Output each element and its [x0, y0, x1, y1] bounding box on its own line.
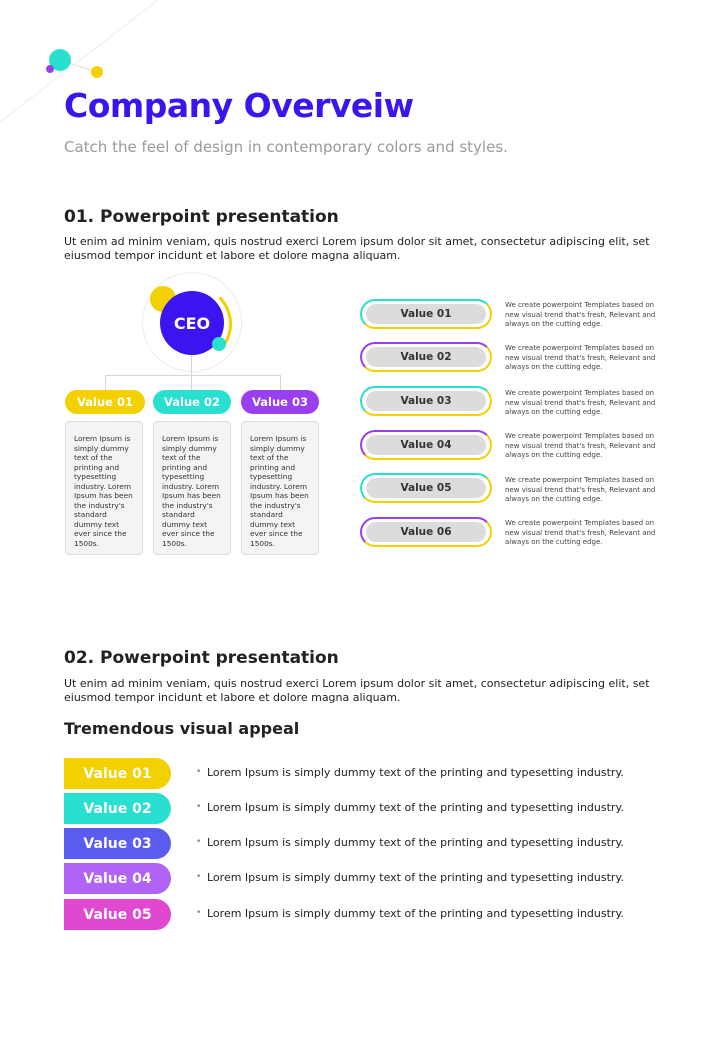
value-label: Value 05 — [366, 478, 486, 498]
org-value-card: Lorem Ipsum is simply dummy text of the printing and typesetting industry. Lorem Ipsum has been the industry's standard dummy text ever since the 1500s. — [241, 421, 319, 555]
org-value-card: Lorem Ipsum is simply dummy text of the printing and typesetting industry. Lorem Ipsum has been the industry's standard dummy text ever since the 1500s. — [153, 421, 231, 555]
ceo-dot-cyan — [212, 337, 226, 351]
section2-body: Ut enim ad minim veniam, quis nostrud exerci Lorem ipsum dolor sit amet, consectetur adipiscing elit, set eiusmod tempor incidunt et labore et dolore magna aliquam. — [64, 677, 650, 704]
value-description: We create powerpoint Templates based on new visual trend that's fresh, Relevant and always on the cutting edge. — [505, 344, 656, 371]
appeal-tab: Value 01 — [64, 758, 171, 789]
value-label: Value 01 — [366, 304, 486, 324]
value-row — [360, 517, 492, 547]
section2-subheading: Tremendous visual appeal — [64, 719, 300, 738]
appeal-text: Lorem Ipsum is simply dummy text of the printing and typesetting industry. — [207, 871, 624, 884]
bullet-icon: • — [196, 802, 202, 812]
value-label: Value 06 — [366, 522, 486, 542]
bullet-icon: • — [196, 837, 202, 847]
appeal-text: Lorem Ipsum is simply dummy text of the printing and typesetting industry. — [207, 907, 624, 920]
connector-drop — [105, 375, 106, 390]
ceo-node: CEO — [160, 291, 224, 355]
appeal-tab: Value 04 — [64, 863, 171, 894]
appeal-tab: Value 02 — [64, 793, 171, 824]
connector-drop — [280, 375, 281, 390]
connector-horizontal — [105, 375, 280, 376]
deco-dot-yellow — [91, 66, 103, 78]
value-description: We create powerpoint Templates based on new visual trend that's fresh, Relevant and always on the cutting edge. — [505, 519, 656, 546]
page-subtitle: Catch the feel of design in contemporary colors and styles. — [64, 138, 508, 156]
connector-vertical — [191, 355, 192, 376]
org-value-pill: Value 01 — [65, 390, 145, 414]
value-row — [360, 386, 492, 416]
value-row — [360, 473, 492, 503]
appeal-text: Lorem Ipsum is simply dummy text of the printing and typesetting industry. — [207, 801, 624, 814]
appeal-text: Lorem Ipsum is simply dummy text of the printing and typesetting industry. — [207, 836, 624, 849]
bullet-icon: • — [196, 872, 202, 882]
value-row — [360, 342, 492, 372]
value-description: We create powerpoint Templates based on new visual trend that's fresh, Relevant and always on the cutting edge. — [505, 389, 656, 416]
value-description: We create powerpoint Templates based on new visual trend that's fresh, Relevant and always on the cutting edge. — [505, 432, 656, 459]
appeal-text: Lorem Ipsum is simply dummy text of the printing and typesetting industry. — [207, 766, 624, 779]
section1-heading: 01. Powerpoint presentation — [64, 207, 339, 227]
value-row — [360, 430, 492, 460]
value-description: We create powerpoint Templates based on new visual trend that's fresh, Relevant and always on the cutting edge. — [505, 476, 656, 503]
value-label: Value 04 — [366, 435, 486, 455]
bullet-icon: • — [196, 908, 202, 918]
section2-heading: 02. Powerpoint presentation — [64, 648, 339, 668]
value-row — [360, 299, 492, 329]
deco-dot-purple — [46, 65, 54, 73]
appeal-tab: Value 03 — [64, 828, 171, 859]
value-label: Value 03 — [366, 391, 486, 411]
org-value-pill: Value 03 — [241, 390, 319, 414]
connector-drop — [191, 375, 192, 390]
appeal-tab: Value 05 — [64, 899, 171, 930]
org-value-card: Lorem Ipsum is simply dummy text of the printing and typesetting industry. Lorem Ipsum has been the industry's standard dummy text ever since the 1500s. — [65, 421, 143, 555]
bullet-icon: • — [196, 767, 202, 777]
page-title: Company Overveiw — [64, 86, 414, 125]
value-description: We create powerpoint Templates based on new visual trend that's fresh, Relevant and always on the cutting edge. — [505, 301, 656, 328]
section1-body: Ut enim ad minim veniam, quis nostrud exerci Lorem ipsum dolor sit amet, consectetur adipiscing elit, set eiusmod tempor incidunt et labore et dolore magna aliquam. — [64, 235, 650, 262]
org-value-pill: Value 02 — [153, 390, 231, 414]
value-label: Value 02 — [366, 347, 486, 367]
